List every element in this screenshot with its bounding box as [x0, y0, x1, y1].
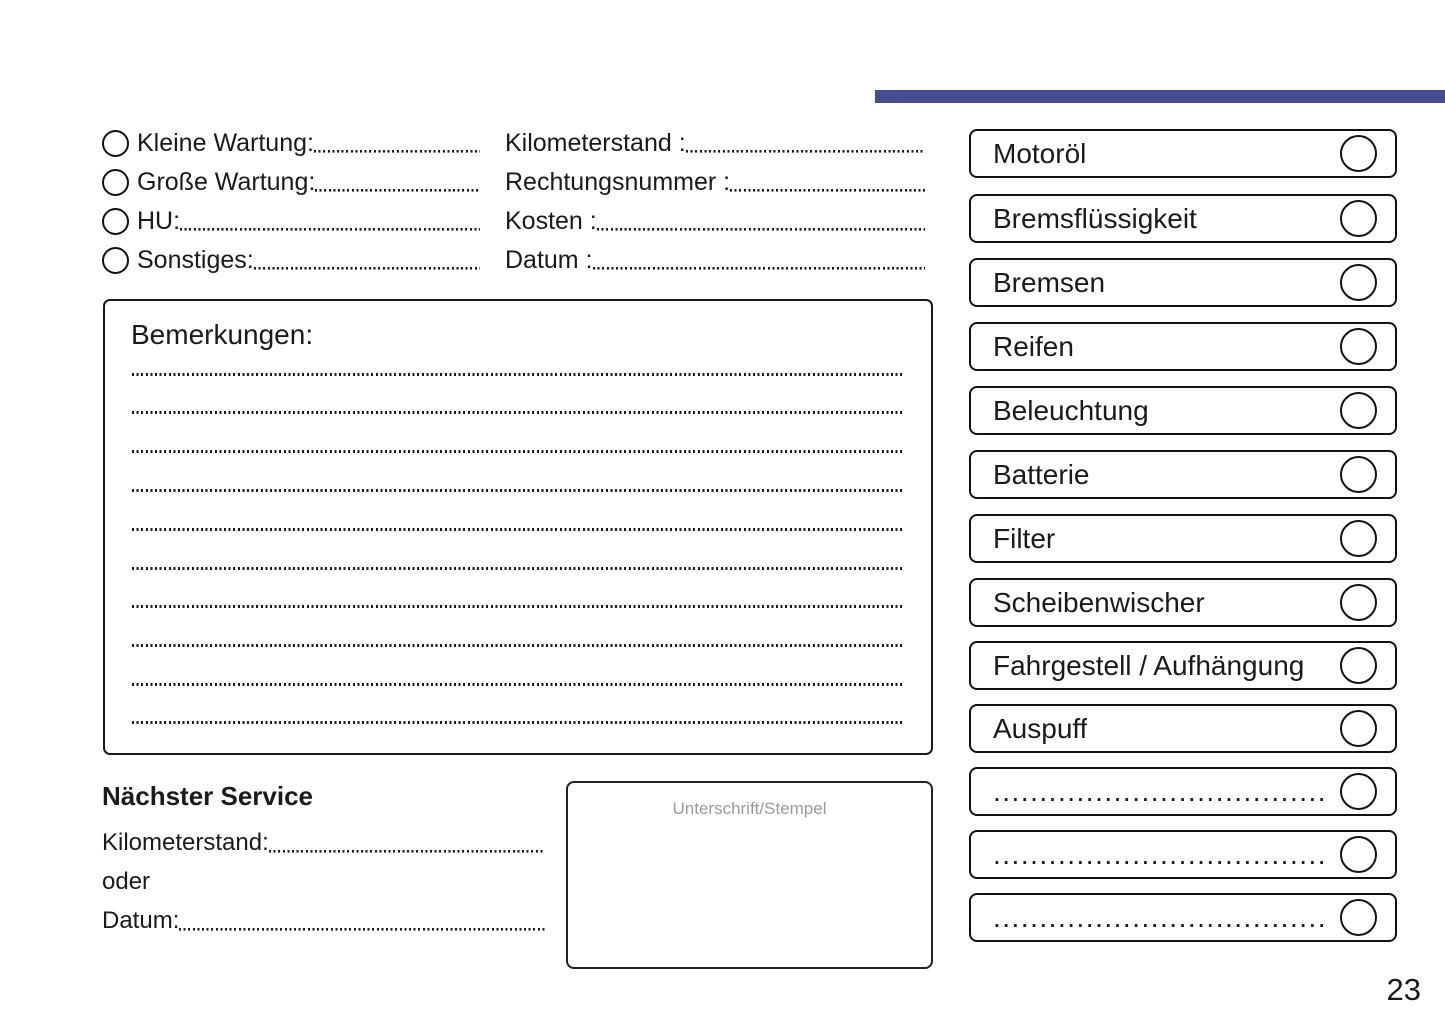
- page-number: 23: [1386, 972, 1421, 1007]
- checklist-item-blank-3: [969, 893, 1397, 942]
- next-service-title: Nächster Service: [102, 781, 314, 811]
- check-circle[interactable]: [1340, 899, 1377, 936]
- checklist-label: Bremsflüssigkeit: [993, 202, 1197, 234]
- radio-circle[interactable]: [102, 208, 129, 235]
- field-label: Kilometerstand :: [505, 129, 686, 157]
- fill-line[interactable]: [179, 906, 545, 936]
- fill-line[interactable]: [180, 206, 480, 236]
- service-type-label: Kleine Wartung:: [137, 129, 314, 157]
- next-service-date-label: Datum:: [102, 907, 180, 934]
- check-circle[interactable]: [1340, 135, 1377, 172]
- fill-line[interactable]: [269, 828, 545, 858]
- checklist-blank-label[interactable]: ....................................: [993, 775, 1328, 807]
- signature-box[interactable]: [566, 781, 933, 969]
- checklist-label: Reifen: [993, 330, 1074, 362]
- remarks-box: [103, 299, 933, 755]
- field-row-kilometerstand: [505, 125, 925, 161]
- checklist-label: Beleuchtung: [993, 394, 1149, 426]
- field-row-rechtungsnummer: [505, 164, 925, 200]
- radio-circle[interactable]: [102, 247, 129, 274]
- remark-line[interactable]: [132, 605, 905, 608]
- fill-line[interactable]: [593, 245, 925, 275]
- checklist-item-bremsen: [969, 258, 1397, 307]
- check-circle[interactable]: [1340, 710, 1377, 747]
- check-circle[interactable]: [1340, 520, 1377, 557]
- checklist-blank-label[interactable]: ....................................: [993, 838, 1328, 870]
- remark-line[interactable]: [132, 489, 905, 492]
- service-type-row-kleine-wartung: [102, 125, 480, 161]
- field-label: Kosten :: [505, 207, 597, 235]
- next-service-or-row: [102, 865, 545, 899]
- field-row-kosten: [505, 203, 925, 239]
- service-type-label: HU:: [137, 207, 181, 235]
- checklist-label: Bremsen: [993, 266, 1106, 298]
- next-service-km-row: [102, 826, 545, 860]
- remark-line[interactable]: [132, 528, 905, 531]
- check-circle[interactable]: [1340, 392, 1377, 429]
- checklist-label: Filter: [993, 522, 1056, 554]
- checklist-label: Auspuff: [993, 712, 1088, 744]
- remark-line[interactable]: [132, 683, 905, 686]
- next-service-or-label: oder: [102, 868, 151, 895]
- checklist-label: Fahrgestell / Aufhängung: [993, 649, 1305, 681]
- checklist-item-blank-1: [969, 767, 1397, 816]
- check-circle[interactable]: [1340, 584, 1377, 621]
- radio-circle[interactable]: [102, 130, 129, 157]
- field-label: Datum :: [505, 246, 593, 274]
- checklist-item-blank-2: [969, 830, 1397, 879]
- signature-placeholder: Unterschrift/Stempel: [672, 799, 827, 818]
- check-circle[interactable]: [1340, 836, 1377, 873]
- field-row-datum: [505, 242, 925, 278]
- check-circle[interactable]: [1340, 647, 1377, 684]
- remark-line[interactable]: [132, 411, 905, 414]
- remarks-title: Bemerkungen:: [131, 319, 314, 350]
- service-type-row-sonstiges: [102, 242, 480, 278]
- fill-line[interactable]: [314, 128, 480, 158]
- next-service-date-row: [102, 904, 545, 938]
- fill-line[interactable]: [597, 206, 925, 236]
- checklist-item-auspuff: [969, 704, 1397, 753]
- fill-line[interactable]: [254, 245, 480, 275]
- checklist-item-filter: [969, 514, 1397, 563]
- checklist-label: Scheibenwischer: [993, 586, 1205, 618]
- remark-line[interactable]: [132, 644, 905, 647]
- remark-line[interactable]: [132, 450, 905, 453]
- fill-line[interactable]: [730, 167, 925, 197]
- checklist-item-fahrgestell-aufhaengung: [969, 641, 1397, 690]
- service-type-row-grosse-wartung: [102, 164, 480, 200]
- remark-line[interactable]: [132, 567, 905, 570]
- checklist-label: Batterie: [993, 458, 1090, 490]
- check-circle[interactable]: [1340, 264, 1377, 301]
- checklist-item-beleuchtung: [969, 386, 1397, 435]
- fill-line[interactable]: [686, 128, 925, 158]
- service-type-label: Große Wartung:: [137, 168, 316, 196]
- checklist-item-bremsfluessigkeit: [969, 194, 1397, 243]
- check-circle[interactable]: [1340, 456, 1377, 493]
- checklist-item-batterie: [969, 450, 1397, 499]
- next-service-km-label: Kilometerstand:: [102, 829, 269, 856]
- checklist-item-scheibenwischer: [969, 578, 1397, 627]
- service-type-label: Sonstiges:: [137, 246, 254, 274]
- accent-bar: [875, 90, 1445, 103]
- checklist-item-reifen: [969, 322, 1397, 371]
- check-circle[interactable]: [1340, 773, 1377, 810]
- remark-line[interactable]: [132, 721, 905, 724]
- remark-line[interactable]: [132, 373, 905, 376]
- check-circle[interactable]: [1340, 200, 1377, 237]
- radio-circle[interactable]: [102, 169, 129, 196]
- checklist-item-motoroel: [969, 129, 1397, 178]
- check-circle[interactable]: [1340, 328, 1377, 365]
- checklist-blank-label[interactable]: ....................................: [993, 901, 1328, 933]
- service-type-row-hu: [102, 203, 480, 239]
- field-label: Rechtungsnummer :: [505, 168, 731, 196]
- fill-line[interactable]: [315, 167, 480, 197]
- checklist-label: Motoröl: [993, 137, 1087, 169]
